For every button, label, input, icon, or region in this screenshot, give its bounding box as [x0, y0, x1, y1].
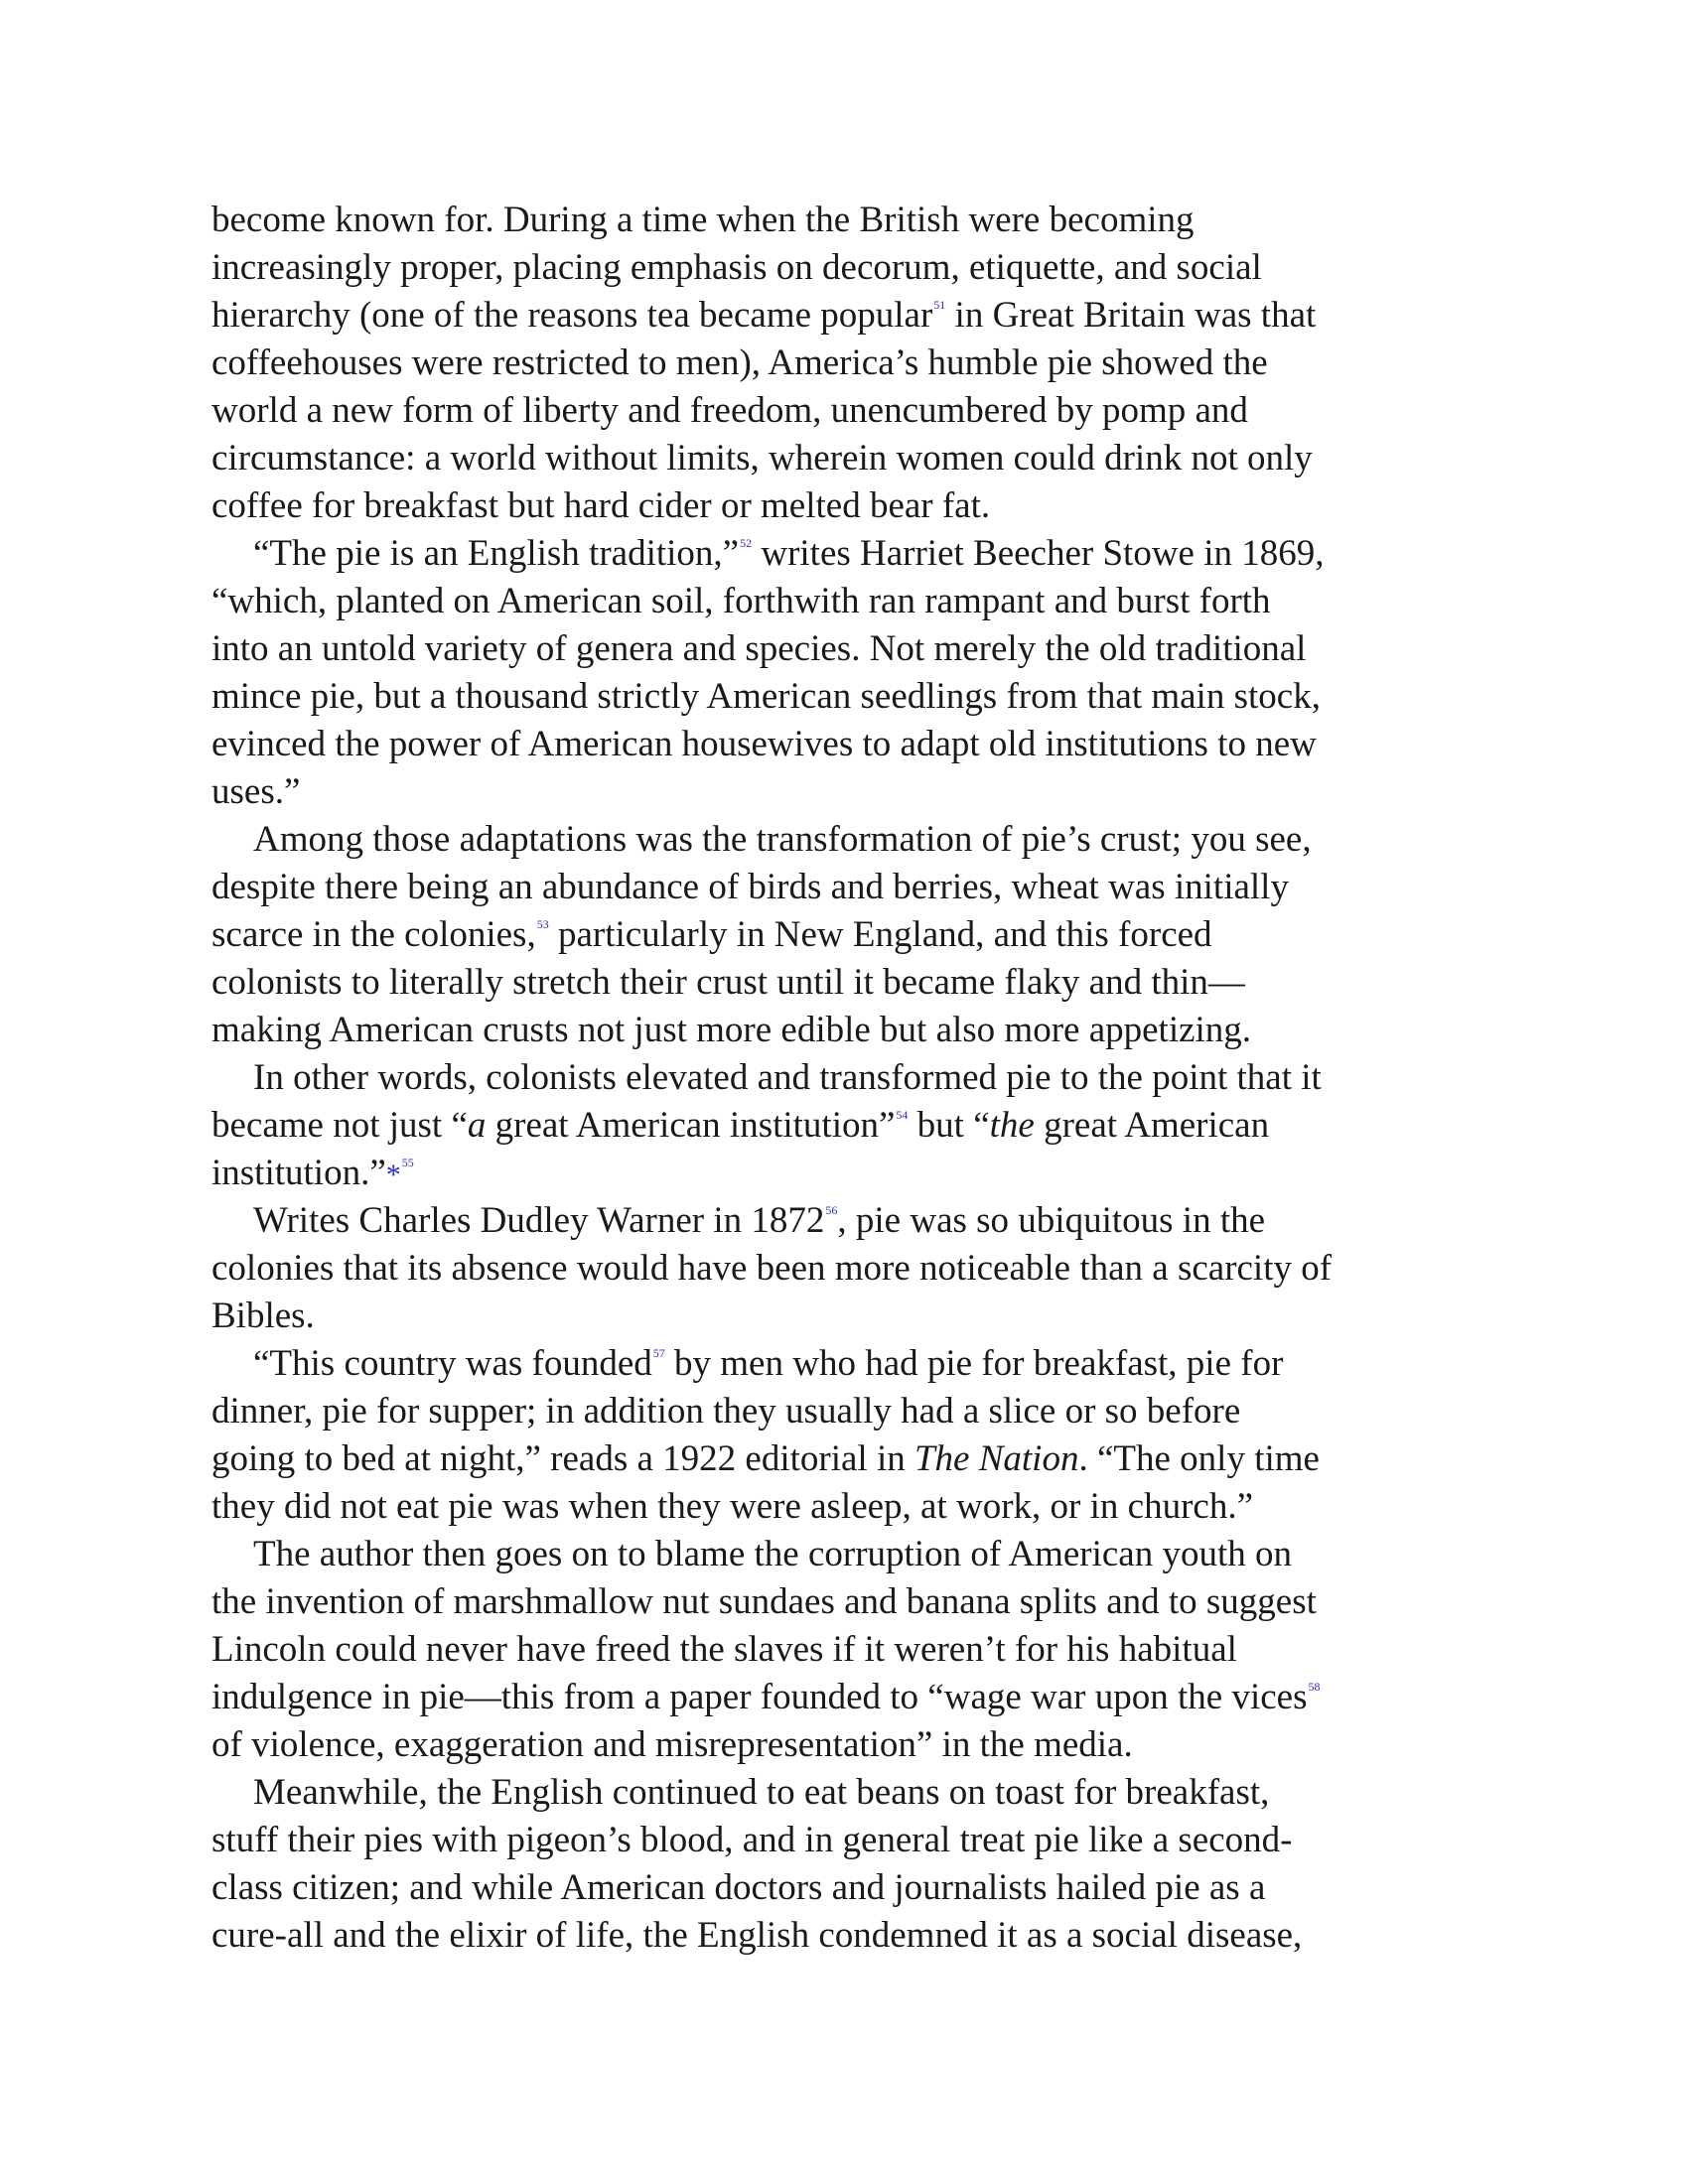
- text-run: but “: [908, 1105, 990, 1146]
- text-run: colonies that its absence would have been more noticeable than a scarcity of: [211, 1248, 1333, 1289]
- text-run: uses.”: [211, 771, 301, 812]
- text-run: Bibles.: [211, 1296, 315, 1336]
- footnote-ref-link[interactable]: 52: [740, 536, 753, 550]
- text-line: [211, 1912, 1502, 1960]
- text-run: In other words, colonists elevated and transformed pie to the point that it: [253, 1057, 1322, 1098]
- text-line: [211, 1721, 1502, 1769]
- footnote-ref-link[interactable]: 53: [536, 917, 549, 931]
- text-run: they did not eat pie was when they were asleep, at work, or in church.”: [211, 1486, 1253, 1527]
- text-run: institution.”: [211, 1153, 386, 1193]
- text-line: [211, 768, 1502, 816]
- text-run: stuff their pies with pigeon’s blood, and in general treat pie like a second-: [211, 1820, 1293, 1860]
- text-line: [211, 959, 1502, 1007]
- text-run: “which, planted on American soil, forthwith ran rampant and burst forth: [211, 581, 1271, 621]
- text-line: [211, 625, 1502, 673]
- text-line: [211, 387, 1502, 435]
- footnote-ref-link[interactable]: 51: [933, 298, 946, 312]
- asterisk-note-link[interactable]: *: [385, 1159, 401, 1191]
- text-run: scarce in the colonies,: [211, 914, 536, 955]
- text-line: [211, 435, 1502, 482]
- text-line: [211, 911, 1502, 959]
- footnote-ref-link[interactable]: 57: [652, 1346, 665, 1360]
- text-line: [211, 1197, 1502, 1245]
- footnote-ref-link[interactable]: 56: [825, 1203, 838, 1217]
- text-run: the invention of marshmallow nut sundaes and banana splits and to suggest: [211, 1581, 1317, 1622]
- text-line: [211, 1769, 1502, 1817]
- text-run: indulgence in pie—this from a paper founded to “wage war upon the vices: [211, 1677, 1308, 1717]
- text-run: world a new form of liberty and freedom, unencumbered by pomp and: [211, 390, 1248, 431]
- text-run: colonists to literally stretch their crust until it became flaky and thin—: [211, 962, 1245, 1003]
- text-run: “This country was founded: [253, 1343, 652, 1384]
- text-run: “The pie is an English tradition,”: [253, 533, 740, 574]
- text-run: great American institution”: [486, 1105, 896, 1146]
- text-run: mince pie, but a thousand strictly American seedlings from that main stock,: [211, 676, 1321, 717]
- text-run: circumstance: a world without limits, wherein women could drink not only: [211, 438, 1313, 478]
- text-run: great American: [1034, 1105, 1270, 1146]
- text-run: of violence, exaggeration and misrepresentation” in the media.: [211, 1724, 1133, 1765]
- text-line: [211, 197, 1502, 244]
- text-run: The author then goes on to blame the corruption of American youth on: [253, 1534, 1293, 1574]
- text-line: [211, 1388, 1502, 1435]
- text-line: [211, 1674, 1502, 1721]
- text-line: [211, 721, 1502, 768]
- text-run: writes Harriet Beecher Stowe in 1869,: [752, 533, 1325, 574]
- text-line: [211, 1007, 1502, 1054]
- text-run: . “The only time: [1078, 1438, 1320, 1479]
- text-line: [211, 673, 1502, 721]
- text-run: coffee for breakfast but hard cider or melted bear fat.: [211, 485, 991, 526]
- text-line: [211, 816, 1502, 864]
- text-run: into an untold variety of genera and species. Not merely the old traditional: [211, 628, 1307, 669]
- text-line: [211, 1626, 1502, 1674]
- text-line: [211, 1531, 1502, 1578]
- text-run: coffeehouses were restricted to men), America’s humble pie showed the: [211, 342, 1268, 383]
- text-run: Among those adaptations was the transformation of pie’s crust; you see,: [253, 819, 1312, 860]
- text-line: [211, 292, 1502, 340]
- text-line: [211, 1578, 1502, 1626]
- text-run: become known for. During a time when the British were becoming: [211, 200, 1195, 240]
- italic-text: a: [467, 1105, 487, 1146]
- text-run: class citizen; and while American doctors and journalists hailed pie as a: [211, 1867, 1266, 1908]
- text-line: [211, 1245, 1502, 1293]
- text-run: evinced the power of American housewives to adapt old institutions to new: [211, 724, 1317, 764]
- text-line: [211, 864, 1502, 911]
- text-line: [211, 1102, 1502, 1150]
- text-line: [211, 530, 1502, 578]
- footnote-ref-link[interactable]: 58: [1308, 1680, 1321, 1694]
- text-run: , pie was so ubiquitous in the: [837, 1200, 1266, 1241]
- text-run: cure-all and the elixir of life, the English condemned it as a social disease,: [211, 1915, 1303, 1956]
- text-run: dinner, pie for supper; in addition they usually had a slice or so before: [211, 1391, 1241, 1432]
- footnote-ref-link[interactable]: 55: [401, 1156, 414, 1169]
- text-line: [211, 1054, 1502, 1102]
- text-run: going to bed at night,” reads a 1922 editorial in: [211, 1438, 914, 1479]
- text-line: [211, 1293, 1502, 1340]
- text-run: Lincoln could never have freed the slaves if it weren’t for his habitual: [211, 1629, 1237, 1670]
- text-run: became not just “: [211, 1105, 468, 1146]
- italic-text: The Nation: [914, 1438, 1079, 1479]
- text-line: [211, 1340, 1502, 1388]
- text-run: despite there being an abundance of birds and berries, wheat was initially: [211, 867, 1289, 907]
- text-line: [211, 1483, 1502, 1531]
- text-line: [211, 482, 1502, 530]
- text-run: particularly in New England, and this forced: [548, 914, 1212, 955]
- footnote-ref-link[interactable]: 54: [896, 1108, 909, 1122]
- text-run: Writes Charles Dudley Warner in 1872: [253, 1200, 825, 1241]
- text-line: [211, 1435, 1502, 1483]
- text-line: [211, 1864, 1502, 1912]
- text-run: making American crusts not just more edible but also more appetizing.: [211, 1010, 1252, 1050]
- text-run: by men who had pie for breakfast, pie for: [664, 1343, 1284, 1384]
- text-line: [211, 244, 1502, 292]
- body-text: [211, 197, 1502, 1960]
- text-line: [211, 578, 1502, 625]
- italic-text: the: [989, 1105, 1035, 1146]
- text-run: increasingly proper, placing emphasis on decorum, etiquette, and social: [211, 247, 1262, 288]
- text-run: Meanwhile, the English continued to eat beans on toast for breakfast,: [253, 1772, 1270, 1813]
- text-run: hierarchy (one of the reasons tea became popular: [211, 295, 933, 336]
- text-line: [211, 1817, 1502, 1864]
- text-run: in Great Britain was that: [945, 295, 1317, 336]
- text-line: [211, 340, 1502, 387]
- text-line: [211, 1150, 1502, 1197]
